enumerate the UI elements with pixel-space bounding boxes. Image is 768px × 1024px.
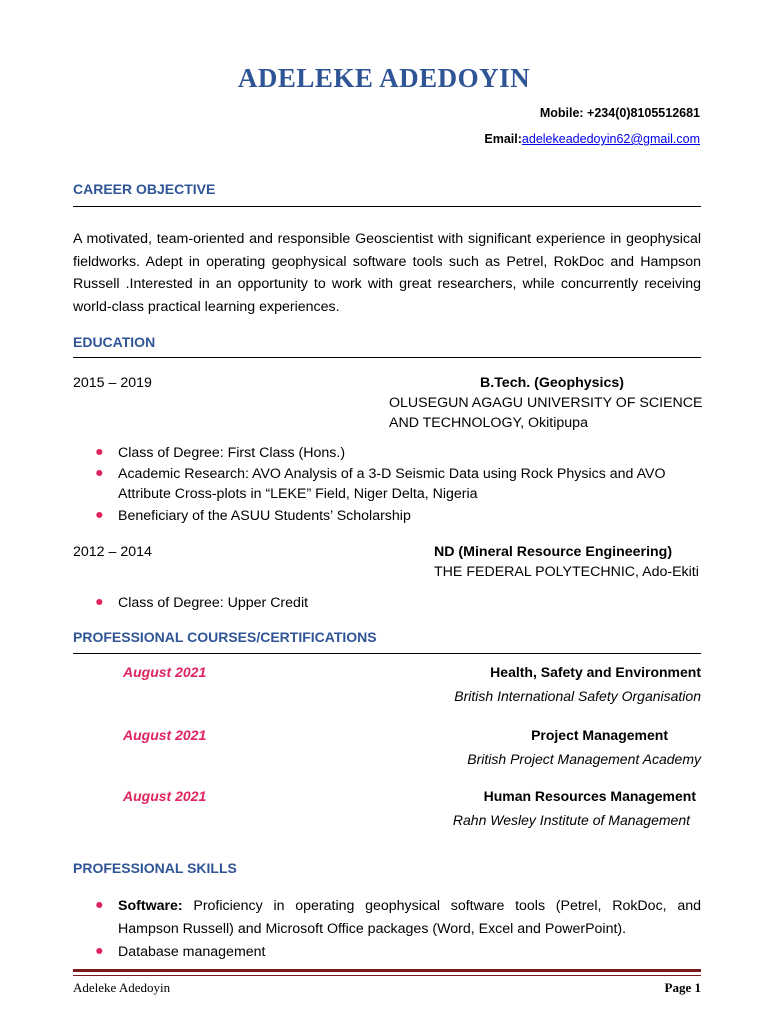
bullet-icon: ● (95, 594, 104, 610)
bullet-icon: ● (95, 943, 104, 959)
footer-page-number: Page 1 (664, 980, 701, 995)
mobile-line: Mobile: +234(0)8105512681 (539, 106, 700, 120)
edu2-institution: THE FEDERAL POLYTECHNIC, Ado-Ekiti (434, 564, 699, 580)
candidate-name: ADELEKE ADEDOYIN (237, 63, 531, 93)
skills-software-item (118, 895, 701, 940)
email-line (484, 132, 700, 146)
edu2-dates: 2012 – 2014 (73, 544, 152, 560)
footer-rule-thick (73, 969, 701, 972)
bullet-icon: ● (95, 444, 104, 460)
courses-divider (73, 653, 701, 654)
edu2-degree: ND (Mineral Resource Engineering) (434, 544, 673, 560)
edu1-bullet-3: Beneficiary of the ASUU Students’ Scholarship (118, 508, 411, 524)
software-text: Proficiency in operating geophysical software tools (Petrel, RokDoc, and Hampson Russell) and Microsoft Office packages (Word, Excel and PowerPoint). (118, 898, 701, 937)
skills-database-item: Database management (118, 944, 266, 960)
course1-date: August 2021 (123, 664, 207, 680)
education-divider (73, 357, 701, 358)
course3-date: August 2021 (123, 788, 207, 804)
edu1-bullet-1: Class of Degree: First Class (Hons.) (118, 445, 346, 461)
education-heading: EDUCATION (73, 334, 156, 350)
course2-date: August 2021 (123, 727, 207, 743)
course3-institution: Rahn Wesley Institute of Management (452, 812, 690, 828)
career-objective-heading: CAREER OBJECTIVE (73, 181, 216, 197)
email-link[interactable]: adelekeadedoyin62@gmail.com (521, 132, 700, 146)
course3-name: Human Resources Management (483, 788, 696, 804)
email-label: Email: (484, 132, 522, 146)
course1-institution: British International Safety Organisation (454, 688, 701, 704)
edu1-dates: 2015 – 2019 (73, 375, 152, 391)
course1-name: Health, Safety and Environment (490, 664, 701, 680)
edu1-institution-line1: OLUSEGUN AGAGU UNIVERSITY OF SCIENCE (389, 395, 703, 411)
bullet-icon: ● (95, 465, 104, 481)
skills-heading: PROFESSIONAL SKILLS (73, 860, 237, 876)
edu2-bullet-1: Class of Degree: Upper Credit (118, 595, 309, 611)
footer-name: Adeleke Adedoyin (73, 980, 171, 995)
career-divider (73, 206, 701, 207)
bullet-icon: ● (95, 507, 104, 523)
bullet-icon: ● (95, 897, 104, 913)
edu1-institution-line2: AND TECHNOLOGY, Okitipupa (389, 415, 588, 431)
course2-name: Project Management (531, 727, 668, 743)
course2-institution: British Project Management Academy (467, 751, 701, 767)
footer-rule-thin (73, 975, 701, 976)
software-label: Software: (118, 898, 183, 914)
edu1-bullet-2: Academic Research: AVO Analysis of a 3-D Seismic Data using Rock Physics and AVO Attribute Cross-plots in “LEKE” Field, Niger Delta, Nigeria (118, 466, 666, 502)
courses-heading: PROFESSIONAL COURSES/CERTIFICATIONS (73, 629, 377, 645)
edu1-degree: B.Tech. (Geophysics) (480, 375, 625, 391)
career-objective-text: A motivated, team-oriented and responsible Geoscientist with significant experience in geophysical fieldworks. Adept in operating geophysical software tools such as Petrel, RokDoc and Hampson Russell .Interested in an opportunity to work with great researchers, while concurrently receiving world-class practical learning experiences. (73, 231, 701, 315)
